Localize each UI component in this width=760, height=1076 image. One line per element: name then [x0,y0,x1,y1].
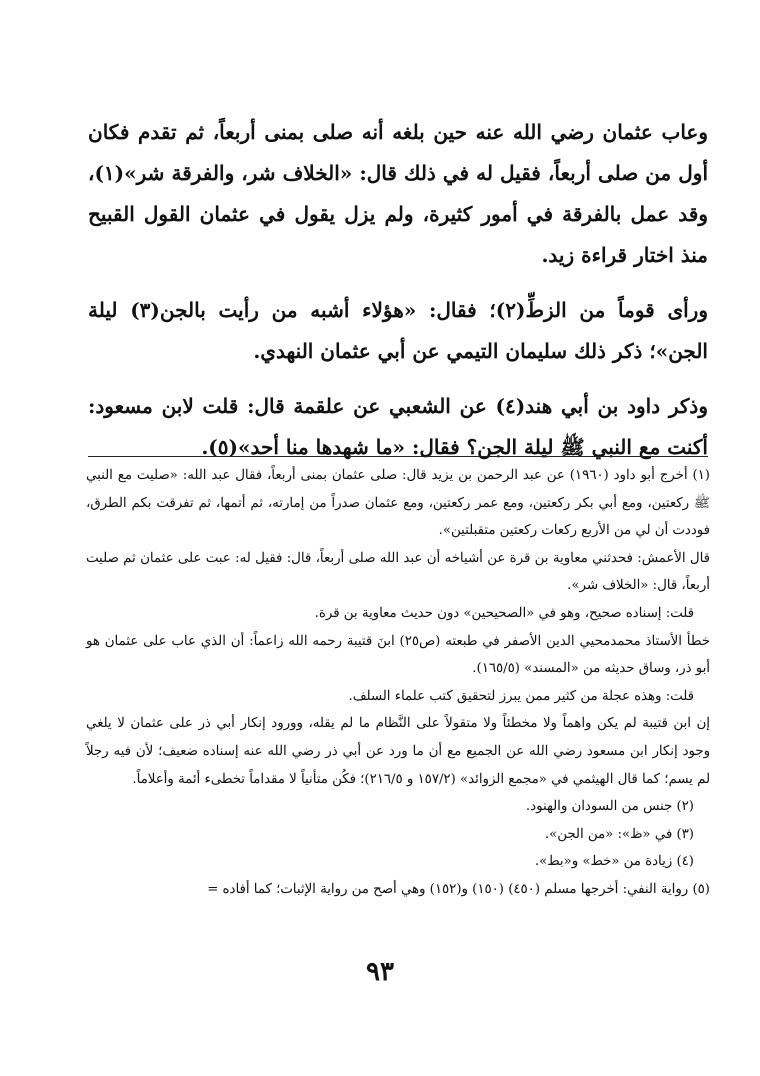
footnote-1-correction: خطأ الأستاذ محمدمحيي الدين الأصفر في طبعته (ص٢٥) ابنَ قتيبة رحمه الله زاعماً: أن الذي عاب على عثمان هو أبو ذر، وساق حديثه من «المسند» (١٦٥/٥). [86,633,710,677]
page-number: ٩٣ [366,957,394,987]
footnote-1-continuation: قال الأعمش: فحدثني معاوية بن قرة عن أشياخه أن عبد الله صلى أربعاً، قال: فقيل له: عبت على عثمان ثم صليت أربعاً، قال: «الخلاف شر». [86,550,710,594]
footnote-2: (٢) جنس من السودان والهنود. [525,799,694,815]
footnote-3: (٣) في «ظ»: «من الجن». [544,826,694,842]
footnote-1-remark: قلت: وهذه عجلة من كثير ممن يبرز لتحقيق كتب علماء السلف. [348,688,694,704]
paragraph-3: وذكر داود بن أبي هند(٤) عن الشعبي عن علقمة قال: قلت لابن مسعود: أكنت مع النبي ﷺ ليلة الجن؟ فقال: «ما شهدها منا أحد»(٥). [88,394,708,459]
footnote-5: (٥) رواية النفي: أخرجها مسلم (٤٥٠) (١٥٠) و(١٥٢) وهي أصح من رواية الإثبات؛ كما أفاده = [207,881,710,897]
footnote-divider [88,456,708,457]
footnotes [86,462,710,904]
footnote-4: (٤) زيادة من «خط» و«بط». [534,854,694,870]
footnote-1-comment: قلت: إسناده صحيح، وهو في «الصحيحين» دون حديث معاوية بن قرة. [314,605,694,621]
footnote-1: (١) أخرج أبو داود (١٩٦٠) عن عبد الرحمن بن يزيد قال: صلى عثمان بمنى أربعاً، فقال عبد الله: «صليت مع النبي ﷺ ركعتين، ومع أبي بكر ركعتين، ومع عمر ركعتين، ومع عثمان صدراً من إمارته، ثم أتمها، ثم تفرقت بكم الطرق، فوددت أن لي من الأربع ركعات ركعتين متقبلتين». [86,468,710,539]
paragraph-2: ورأى قوماً من الزطِّ(٢)؛ فقال: «هؤلاء أشبه من رأيت بالجن(٣) ليلة الجن»؛ ذكر ذلك سليمان التيمي عن أبي عثمان النهدي. [88,298,709,363]
paragraph-1: وعاب عثمان رضي الله عنه حين بلغه أنه صلى بمنى أربعاً، ثم تقدم فكان أول من صلى أربعاً، فقيل له في ذلك قال: «الخلاف شر، والفرقة شر»(١)، وقد عمل بالفرقة في أمور كثيرة، ولم يزل يقول في عثمان القول القبيح منذ اختار قراءة زيد. [88,120,708,267]
main-text [88,112,708,468]
footnote-1-discussion: إن ابن قتيبة لم يكن واهماً ولا مخطئاً ولا متقولاً على النَّظام ما لم يقله، وورود إنكار أبي ذر على عثمان لا يلغي وجود إنكار ابن مسعود رضي الله عن الجميع مع أن ما ورد عن أبي ذر رضي الله عنه إسناده ضعيف؛ لأن فيه رجلاً لم يسم؛ كما قال الهيثمي في «مجمع الزوائد» (١٥٧/٢ و ٢١٦/٥)؛ فكُن متأنياً لا مقداماً تخطىء أئمة وأعلاماً. [86,716,710,787]
